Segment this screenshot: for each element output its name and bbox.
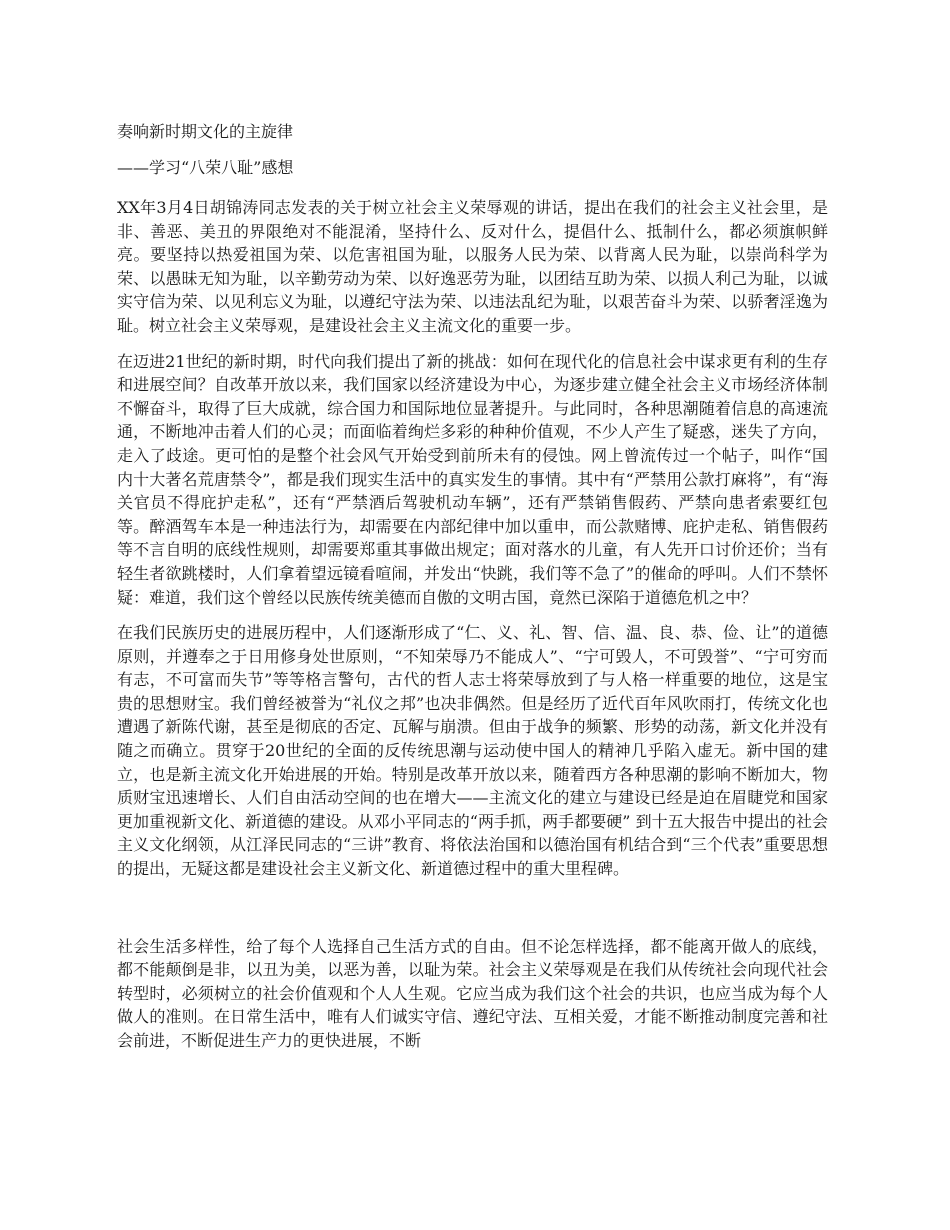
- paragraph-gap: [117, 893, 828, 935]
- paragraph-2: 在迈进21世纪的新时期，时代向我们提出了新的挑战：如何在现代化的信息社会中谋求更有利的生存和进展空间？自改革开放以来，我们国家以经济建设为中心，为逐步建立健全社会主义市场经济体制不懈奋斗，取得了巨大成就，综合国力和国际地位显著提升。与此同时，各种思潮随着信息的高速流通，不断地冲击着人们的心灵；而面临着绚烂多彩的种种价值观，不少人产生了疑惑，迷失了方向，走入了歧途。更可怕的是整个社会风气开始受到前所未有的侵蚀。网上曾流传过一个帖子，叫作“国内十大著名荒唐禁令”，都是我们现实生活中的真实发生的事情。其中有“严禁用公款打麻将”，有“海关官员不得庇护走私”，还有“严禁酒后驾驶机动车辆”，还有严禁销售假药、严禁向患者索要红包等。醉酒驾车本是一种违法行为，却需要在内部纪律中加以重申，而公款赌博、庇护走私、销售假药等不言自明的底线性规则，却需要郑重其事做出规定；面对落水的儿童，有人先开口讨价还价；当有轻生者欲跳楼时，人们拿着望远镜看喧闹，并发出“快跳，我们等不急了”的催命的呼叫。人们不禁怀疑：难道，我们这个曾经以民族传统美德而自傲的文明古国，竟然已深陷于道德危机之中？: [117, 351, 828, 607]
- paragraph-1: XX年3月4日胡锦涛同志发表的关于树立社会主义荣辱观的讲话，提出在我们的社会主义社会里，是非、善恶、美丑的界限绝对不能混淆，坚持什么、反对什么，提倡什么、抵制什么，都必须旗帜鲜亮。要坚持以热爱祖国为荣、以危害祖国为耻，以服务人民为荣、以背离人民为耻，以崇尚科学为荣、以愚昧无知为耻，以辛勤劳动为荣、以好逸恶劳为耻，以团结互助为荣、以损人利己为耻，以诚实守信为荣、以见利忘义为耻，以遵纪守法为荣、以违法乱纪为耻，以艰苦奋斗为荣、以骄奢淫逸为耻。树立社会主义荣辱观，是建设社会主义主流文化的重要一步。: [117, 198, 828, 335]
- document-title: 奏响新时期文化的主旋律: [117, 122, 294, 141]
- paragraph-3: 在我们民族历史的进展历程中，人们逐渐形成了“仁、义、礼、智、信、温、良、恭、俭、让”的道德原则，并遵奉之于日用修身处世原则，“不知荣辱乃不能成人”、“宁可毁人，不可毁誉”、“宁可穷而有志，不可富而失节”等等格言警句，古代的哲人志士将荣辱放到了与人格一样重要的地位，这是宝贵的思想财宝。我们曾经被誉为“礼仪之邦”也决非偶然。但是经历了近代百年风吹雨打，传统文化也遭遇了新陈代谢，甚至是彻底的否定、瓦解与崩溃。但由于战争的频繁、形势的动荡，新文化并没有随之而确立。贯穿于20世纪的全面的反传统思潮与运动使中国人的精神几乎陷入虚无。新中国的建立，也是新主流文化开始进展的开始。特别是改革开放以来，随着西方各种思潮的影响不断加大，物质财宝迅速增长、人们自由活动空间的也在增大——主流文化的建立与建设已经是迫在眉睫党和国家更加重视新文化、新道德的建设。从邓小平同志的“两手抓，两手都要硬” 到十五大报告中提出的社会主义文化纲领，从江泽民同志的“三讲”教育、将依法治国和以德治国有机结合到“三个代表”重要思想的提出，无疑这都是建设社会主义新文化、新道德过程中的重大里程碑。: [117, 623, 828, 879]
- paragraph-4: 社会生活多样性，给了每个人选择自己生活方式的自由。但不论怎样选择，都不能离开做人的底线，都不能颠倒是非，以丑为美，以恶为善，以耻为荣。社会主义荣辱观是在我们从传统社会向现代社会转型时，必须树立的社会价值观和个人人生观。它应当成为我们这个社会的共识，也应当成为每个人做人的准则。在日常生活中，唯有人们诚实守信、遵纪守法、互相关爱，才能不断推动制度完善和社会前进，不断促进生产力的更快进展，不断: [117, 936, 828, 1050]
- document-subtitle: ——学习“八荣八耻”感想: [117, 158, 294, 177]
